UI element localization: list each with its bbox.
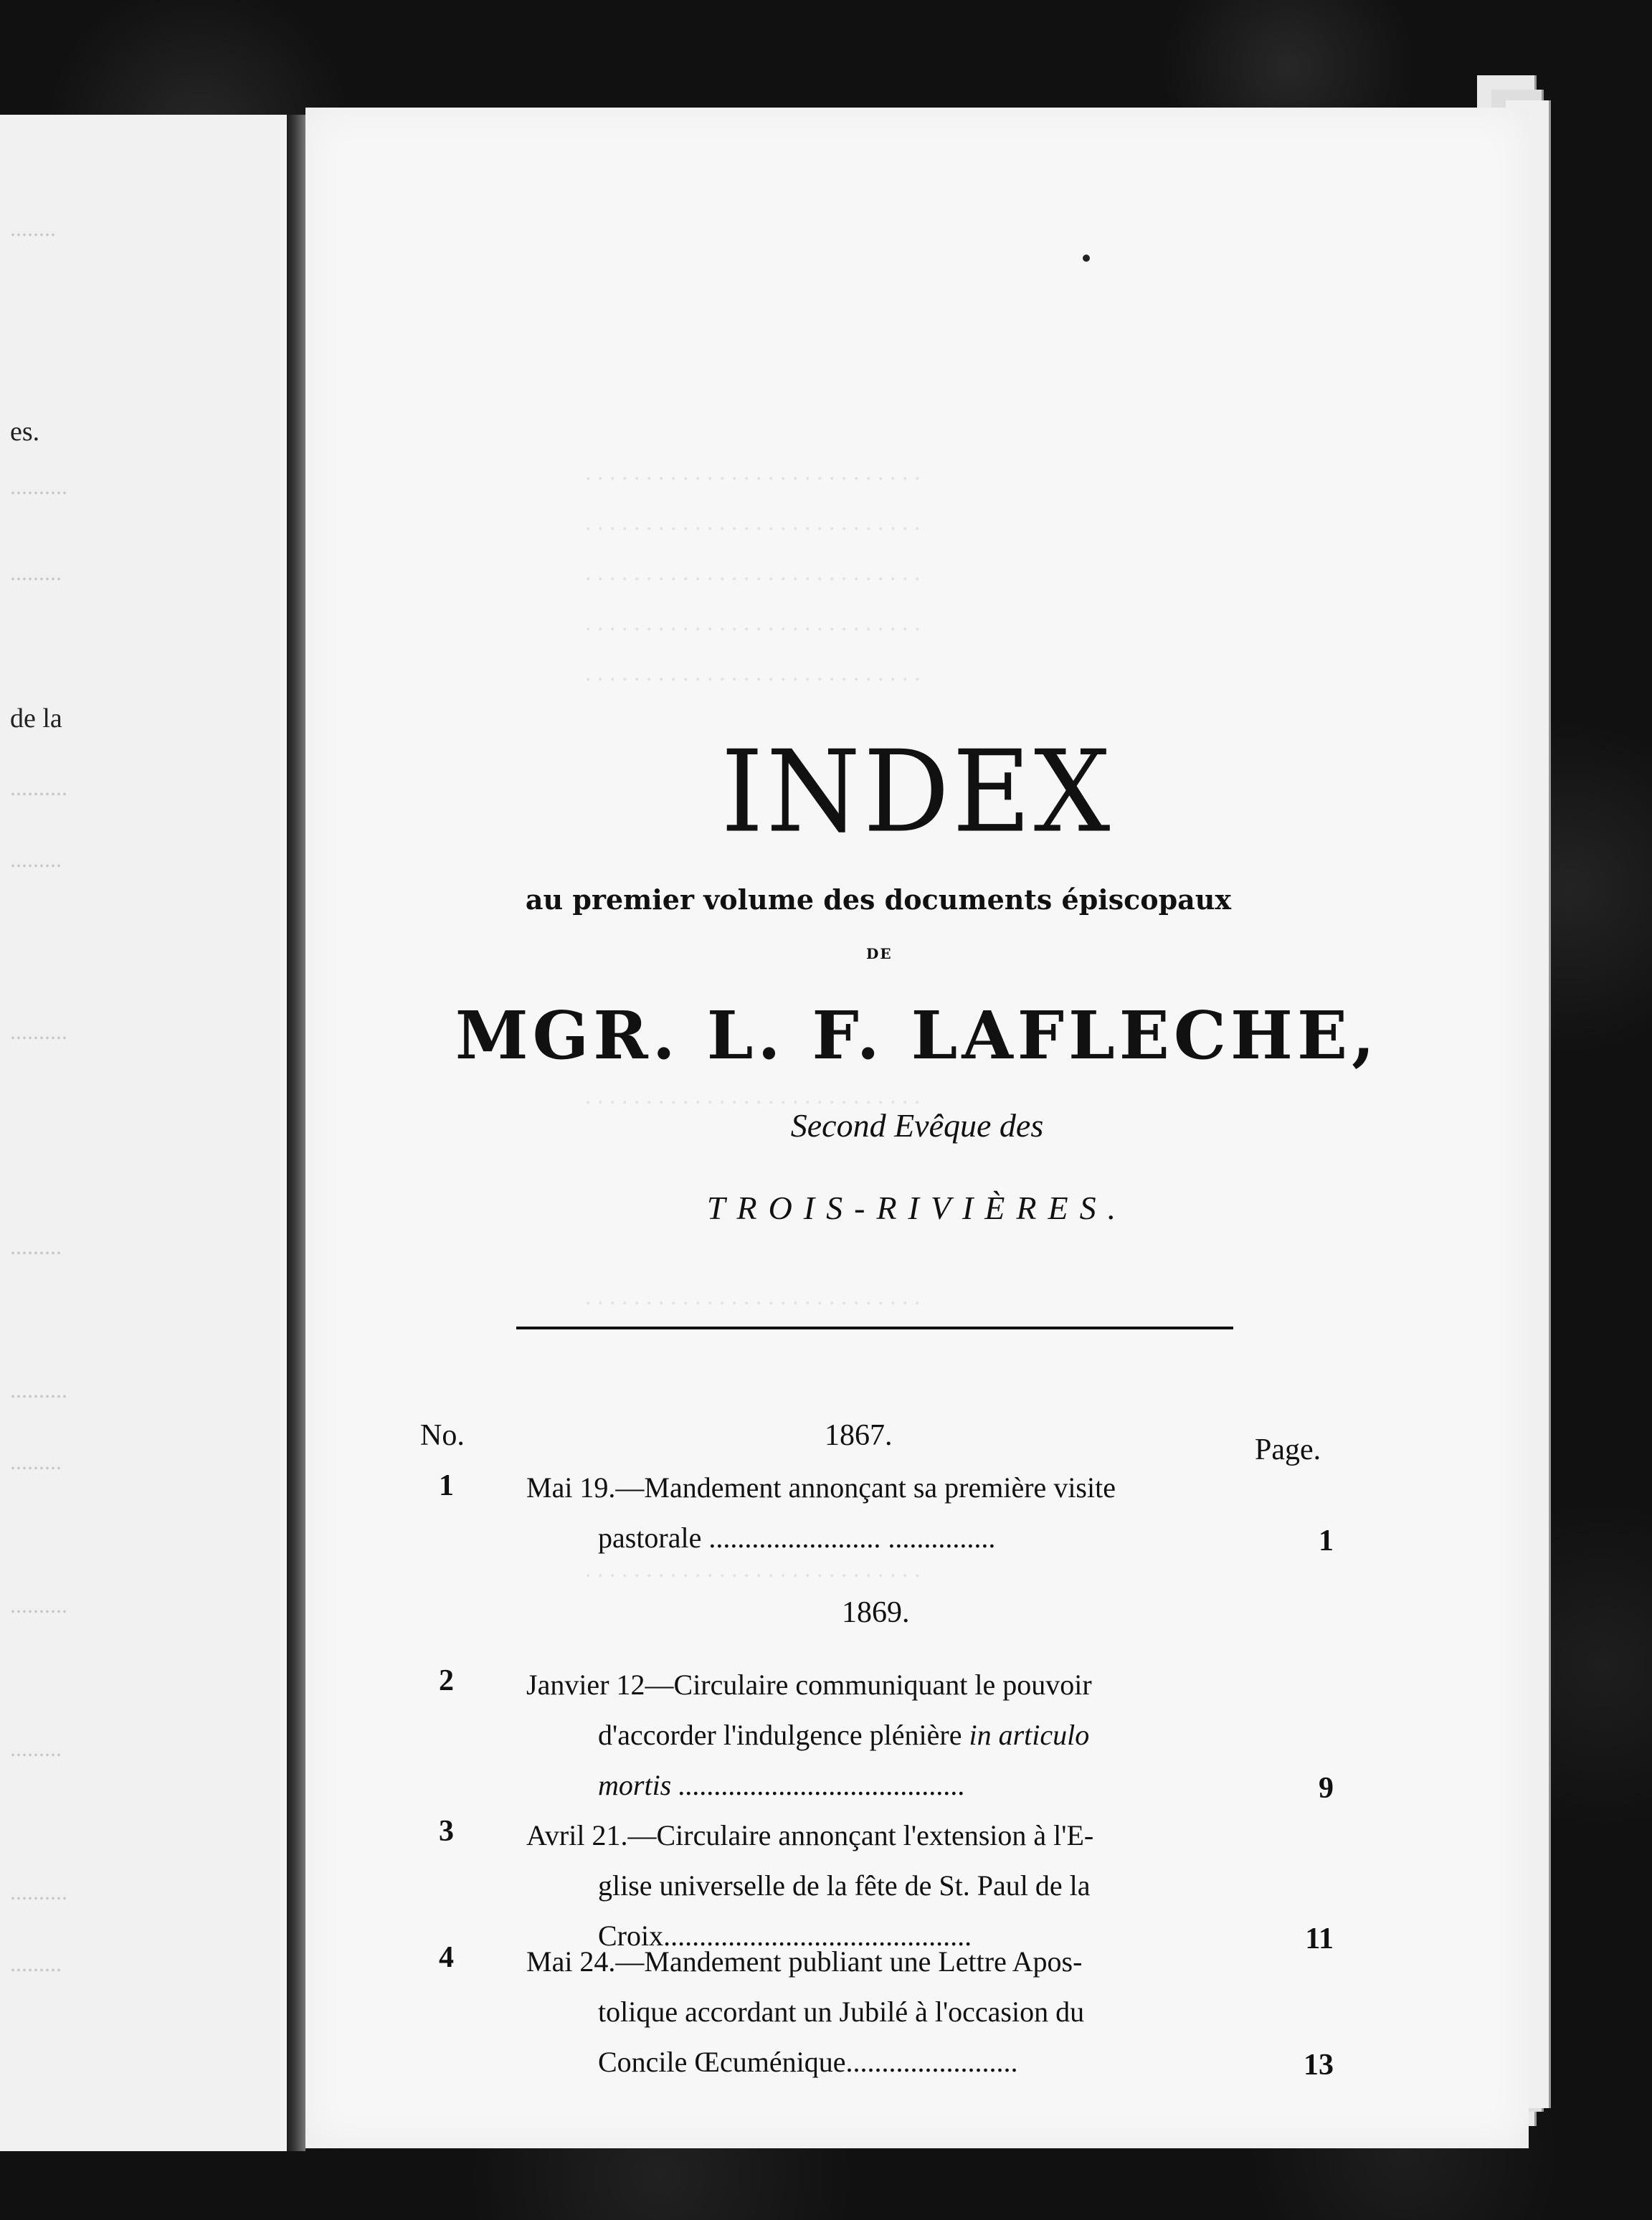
- entry-line: Croix...........................................: [598, 1920, 972, 1952]
- entry-line: Janvier 12—Circulaire communiquant le pouvoir: [526, 1669, 1092, 1701]
- entry-number: 1: [439, 1469, 454, 1502]
- connector-word: DE: [866, 945, 893, 962]
- entry-number: 3: [439, 1815, 454, 1848]
- entry-number: 2: [439, 1664, 454, 1697]
- page-title: INDEX: [721, 726, 1114, 858]
- diocese-name: TROIS-RIVIÈRES.: [706, 1190, 1128, 1226]
- entry-line: Mai 24.—Mandement publiant une Lettre Apos-: [526, 1945, 1083, 1978]
- year-heading: 1869.: [842, 1596, 910, 1629]
- entry-line: [598, 1721, 1301, 1750]
- divider-rule: [516, 1327, 1233, 1329]
- entry-page-number: 9: [1319, 1772, 1334, 1805]
- year-heading: 1867.: [825, 1419, 893, 1452]
- entry-line: Concile Œcuménique........................: [598, 2046, 1018, 2078]
- index-page: . . . . . . . . . . . . . . . . . . . . . . . . . . . . . . . . . . . . . . . . . . . . . . . . . . . . . . . . . . . . . . . . . . . . . . . . . . . . . . . . . . . . . . . . . . . . . . . . . . . . . . . . . . . . . . . . . . . . . . . . . . . . . . . . . . . . . . . . . . . . . . . . . . . . . . . . . . . . . . . . . . . . . . . . . . . . . . . . . . . . . . . . . . . . . . . . . . . . . . . . . . . . . . . . . . . . . . . . . . . . . . . . INDEX au premier volume des documents épiscopaux DE MGR. L. F. LAFLECHE, Second Evêque des TROIS-RIVIÈRES. No. 1867. Page. 1 Mai 19.—Mandement annonçant sa première visite pastorale ........................ ............... 1 1869. 2 Janvier 12—Circulaire communiquant le pouvoir d'accorder l'indulgence plénière in articulo mortis ........................................ 9 3 Avril 21.—Circulaire annonçant l'extension à l'E- glise universelle de la fête de St. Paul de la Croix........................................... 11 4 Mai 24.—Mandement publiant une Lettre Apos- tolique accordant un Jubilé à l'occasion du Concile Œcuménique........................ 13: [305, 108, 1529, 2148]
- entry-line-italic: in articulo: [969, 1719, 1090, 1751]
- entry-line: pastorale ........................ ...............: [598, 1522, 996, 1554]
- entry-page-number: 11: [1305, 1922, 1334, 1955]
- ink-dot: [1083, 255, 1090, 262]
- entry-page-number: 1: [1319, 1524, 1334, 1557]
- entry-line: Mai 19.—Mandement annonçant sa première visite: [526, 1471, 1116, 1504]
- entry-line: Avril 21.—Circulaire annonçant l'extension à l'E-: [526, 1819, 1094, 1851]
- left-page-fragment: es.: [10, 417, 40, 447]
- entry-line: glise universelle de la fête de St. Paul de la: [598, 1869, 1091, 1902]
- column-page-header: Page.: [1255, 1433, 1321, 1466]
- entry-line-text: d'accorder l'indulgence plénière: [598, 1719, 962, 1751]
- left-page-fragment: de la: [10, 703, 62, 734]
- left-facing-page: ........ es. .......... ......... de la .......... ......... .......... ......... .......... ......... .......... ......... .......... .........: [0, 115, 287, 2151]
- entry-number: 4: [439, 1941, 454, 1974]
- page-subtitle: au premier volume des documents épiscopaux: [525, 883, 1232, 916]
- bishop-role: Second Evêque des: [790, 1107, 1044, 1144]
- entry-page-number: 13: [1304, 2049, 1334, 2082]
- bishop-name: MGR. L. F. LAFLECHE,: [455, 997, 1380, 1074]
- column-number-header: No.: [420, 1419, 465, 1452]
- entry-line: mortis ........................................: [598, 1769, 966, 1801]
- book-gutter: [287, 115, 305, 2151]
- entry-line: tolique accordant un Jubilé à l'occasion du: [598, 1996, 1085, 2028]
